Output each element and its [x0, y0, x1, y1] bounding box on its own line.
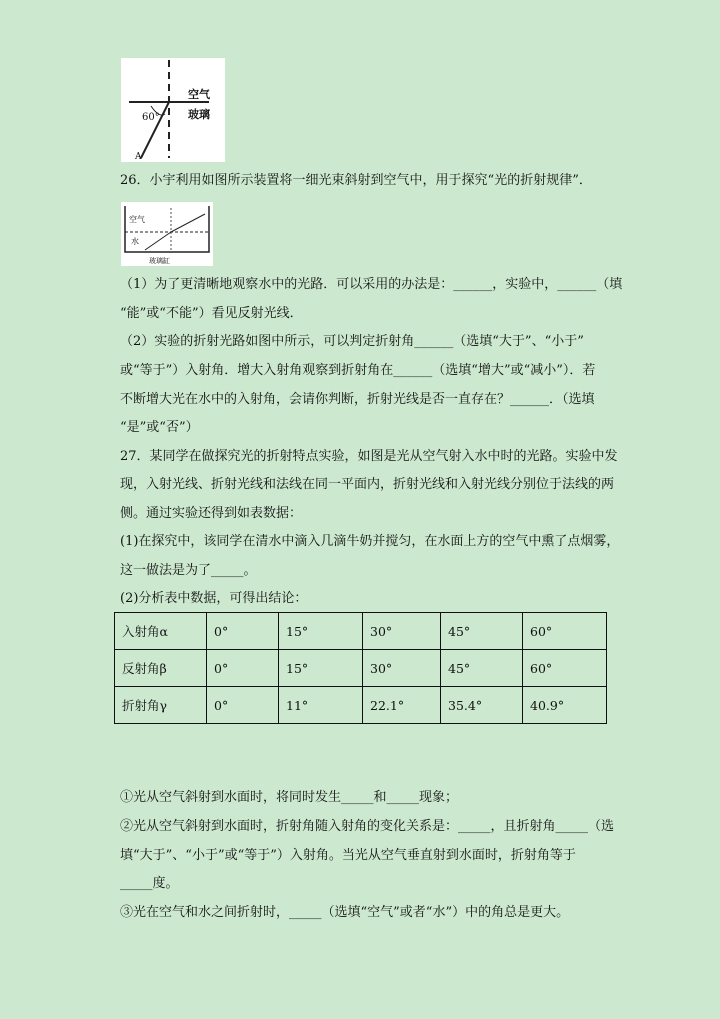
table-cell: 11°	[279, 687, 363, 724]
conclusion-1: ①光从空气斜射到水面时，将同时发生_____和_____现象；	[120, 790, 459, 805]
table-row-incidence	[115, 613, 607, 650]
q27-line-1: 27．某同学在做探究光的折射特点实验，如图是光从空气射入水中时的光路。实验中发	[120, 449, 618, 464]
table-cell: 入射角α	[115, 613, 207, 650]
table-cell: 40.9°	[523, 687, 607, 724]
table-cell: 0°	[207, 650, 279, 687]
table-cell: 22.1°	[363, 687, 441, 724]
table-cell: 15°	[279, 650, 363, 687]
q26-line-5: 不断增大光在水中的入射角，会请你判断，折射光线是否一直存在？______．（选填	[120, 392, 595, 407]
conclusion-2: ②光从空气斜射到水面时，折射角随入射角的变化关系是：_____，且折射角_____（选	[120, 819, 615, 834]
refraction-figure-water-tank	[121, 202, 213, 266]
table-cell: 反射角β	[115, 650, 207, 687]
angle-data-table	[114, 612, 607, 724]
conclusion-3: ③光在空气和水之间折射时，_____（选填“空气”或者“水”）中的角总是更大。	[120, 905, 570, 920]
table-cell: 0°	[207, 687, 279, 724]
q27-line-4: (1)在探究中，该同学在清水中滴入几滴牛奶并搅匀，在水面上方的空气中熏了点烟雾，	[120, 534, 620, 549]
table-row-refraction	[115, 687, 607, 724]
table-cell: 0°	[207, 613, 279, 650]
medium-label-glass: 玻璃	[188, 108, 210, 121]
table-cell: 30°	[363, 650, 441, 687]
point-label-a: A	[135, 152, 142, 162]
angle-label: 60°	[142, 112, 160, 123]
q26-line-3: （2）实验的折射光路如图中所示，可以判定折射角______（选填“大于”、“小于”	[120, 334, 584, 349]
q27-line-5: 这一做法是为了_____。	[120, 563, 257, 578]
table-cell: 45°	[441, 613, 523, 650]
medium-label-air: 空气	[188, 88, 210, 101]
conclusion-2-cont: 填“大于”、“小于”或“等于”）入射角。当光从空气垂直射到水面时，折射角等于	[120, 848, 576, 863]
conclusion-2-end: _____度。	[120, 876, 179, 891]
table-cell: 30°	[363, 613, 441, 650]
q26-line-1: （1）为了更清晰地观察水中的光路．可以采用的办法是：______，实验中，______（填	[120, 277, 623, 292]
q27-line-6: (2)分析表中数据，可得出结论：	[120, 591, 308, 606]
tank-label-water: 水	[131, 237, 139, 246]
tank-caption: 玻璃缸	[149, 257, 170, 265]
table-cell: 折射角γ	[115, 687, 207, 724]
table-cell: 15°	[279, 613, 363, 650]
q26-line-4: 或“等于”）入射角．增大入射角观察到折射角在______（选填“增大”或“减小”）．若	[120, 363, 596, 378]
table-cell: 60°	[523, 650, 607, 687]
q27-line-2: 现，入射光线、折射光线和法线在同一平面内，折射光线和入射光线分别位于法线的两	[120, 477, 615, 492]
q26-line-6: “是”或“否”）	[120, 420, 199, 435]
refraction-figure-air-glass	[121, 58, 225, 162]
tank-label-air: 空气	[129, 215, 145, 224]
table-cell: 60°	[523, 613, 607, 650]
q26-line-2: “能”或“不能”）看见反射光线．	[120, 306, 303, 321]
q26-stem: 26．小宇利用如图所示装置将一细光束斜射到空气中，用于探究“光的折射规律”．	[120, 173, 592, 188]
table-cell: 35.4°	[441, 687, 523, 724]
q27-line-3: 侧。通过实验还得到如表数据：	[120, 506, 303, 521]
table-cell: 45°	[441, 650, 523, 687]
table-row-reflection	[115, 650, 607, 687]
